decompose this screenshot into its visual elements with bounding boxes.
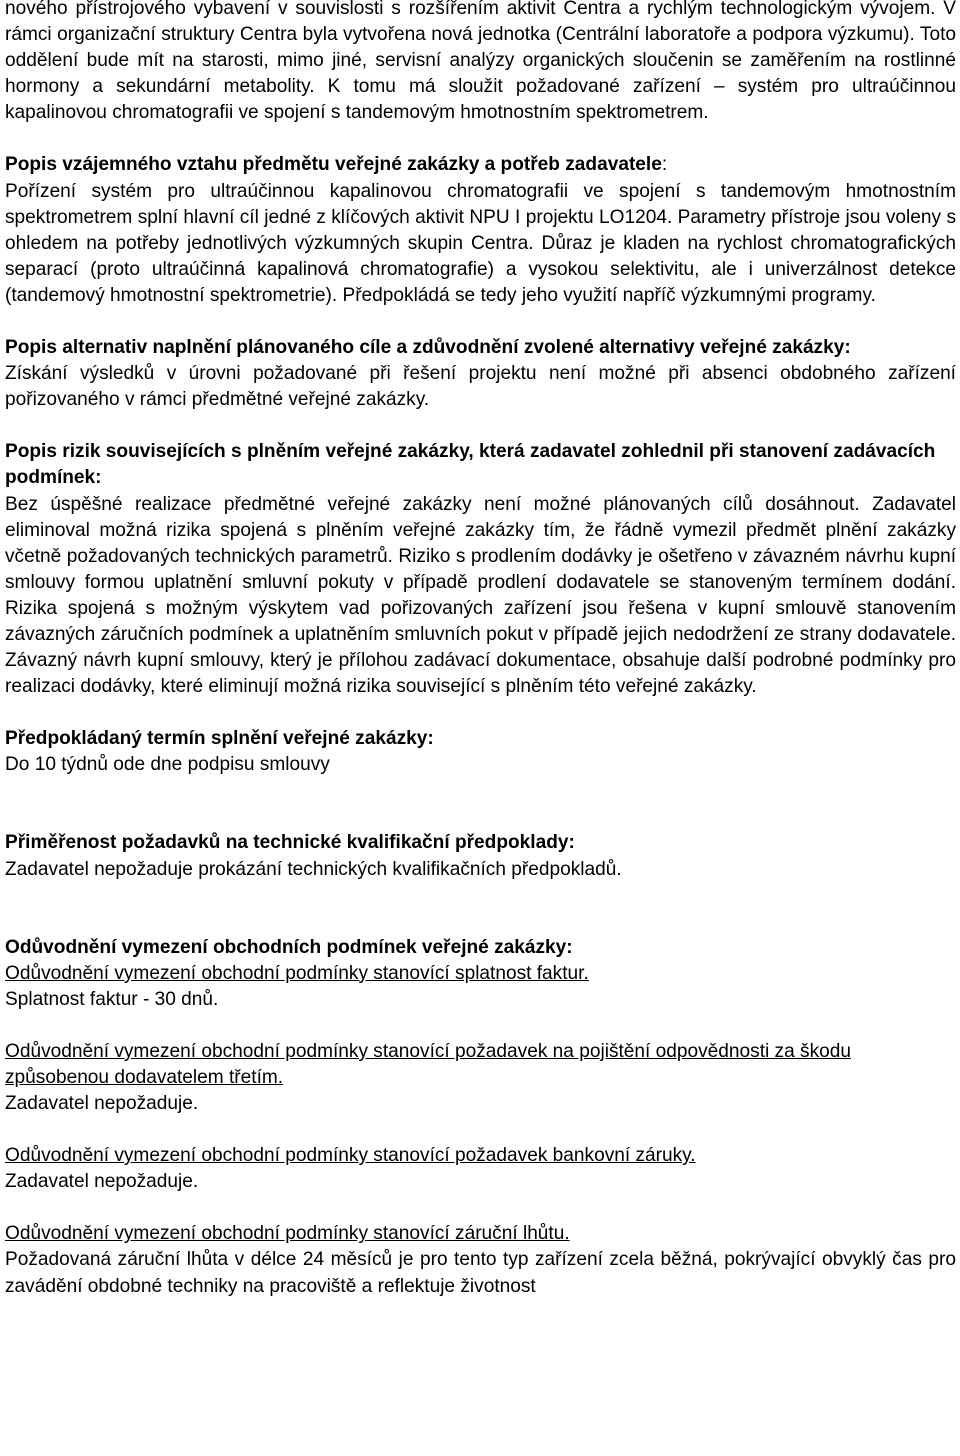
commercial-item-title: Odůvodnění vymezení obchodní podmínky stanovící splatnost faktur. [5, 962, 589, 984]
risks-heading: Popis rizik souvisejících s plněním veřejné zakázky, která zadavatel zohlednil při stanovení zadávacích podmínek: [5, 441, 936, 489]
relation-heading-colon: : [661, 154, 668, 176]
relation-heading: Popis vzájemného vztahu předmětu veřejné zakázky a potřeb zadavatele [5, 154, 662, 176]
commercial-item-title: Odůvodnění vymezení obchodní podmínky stanovící požadavek bankovní záruky. [5, 1145, 696, 1167]
term-text: Do 10 týdnů ode dne podpisu smlouvy [5, 754, 330, 776]
commercial-item-text: Zadavatel nepožaduje. [5, 1093, 199, 1115]
qualification-heading: Přiměřenost požadavků na technické kvalifikační předpoklady: [5, 832, 575, 854]
relation-text: Pořízení systém pro ultraúčinnou kapalinovou chromatografii ve spojení s tandemovým hmotnostním spektrometrem splní hlavní cíl jedné z klíčových aktivit NPU I projektu LO1204. Parametry přístroje jsou voleny s ohledem na potřeby jednotlivých výzkumných skupin Centra. Důraz je kladen na rychlost chromatografických separací (proto ultraúčinná kapalinová chromatografie) a vysokou selektivitu, ale i univerzálnost detekce (tandemový hmotnostní spektrometrie). Předpokládá se tedy jeho využití napříč výzkumnými programy. [5, 180, 956, 306]
commercial-item-title: Odůvodnění vymezení obchodní podmínky stanovící požadavek na pojištění odpovědnosti za škodu způsobenou dodavatelem třetím. [5, 1040, 851, 1088]
qualification-text: Zadavatel nepožaduje prokázání technických kvalifikačních předpokladů. [5, 858, 622, 880]
alternatives-text: Získání výsledků v úrovni požadované při řešení projektu není možné při absenci obdobného zařízení pořizovaného v rámci předmětné veřejné zakázky. [5, 363, 956, 411]
risks-text: Bez úspěšné realizace předmětné veřejné zakázky není možné plánovaných cílů dosáhnout. Zadavatel eliminoval možná rizika spojená s plněním veřejné zakázky tím, že řádně vymezil předmět plnění zakázky včetně požadovaných technických parametrů. Riziko s prodlením dodávky je ošetřeno v závazném návrhu kupní smlouvy formou uplatnění smluvní pokuty v případě prodlení dodavatele se stanoveným termínem dodání. Rizika spojená s možným výskytem vad pořizovaných zařízení jsou řešena v kupní smlouvě stanovením závazných záručních podmínek a uplatněním smluvních pokut v případě jejich nedodržení ze strany dodavatele. Závazný návrh kupní smlouvy, který je přílohou zadávací dokumentace, obsahuje další podrobné podmínky pro realizaci dodávky, které eliminují možná rizika související s plněním této veřejné zakázky. [5, 493, 956, 698]
intro-paragraph: nového přístrojového vybavení v souvislosti s rozšířením aktivit Centra a rychlým technologickým vývojem. V rámci organizační struktury Centra byla vytvořena nová jednotka (Centrální laboratoře a podpora výzkumu). Toto oddělení bude mít na starosti, mimo jiné, servisní analýzy organických sloučenin se zaměřením na rostlinné hormony a sekundární metabolity. K tomu má sloužit požadované zařízení – systém pro ultraúčinnou kapalinovou chromatografii ve spojení s tandemovým hmotnostním spektrometrem. [5, 0, 956, 124]
alternatives-heading: Popis alternativ naplnění plánovaného cíle a zdůvodnění zvolené alternativy veřejné zakázky: [5, 337, 851, 359]
commercial-item-text: Splatnost faktur - 30 dnů. [5, 988, 219, 1010]
commercial-heading: Odůvodnění vymezení obchodních podmínek veřejné zakázky: [5, 936, 573, 958]
relation-section [5, 152, 956, 178]
commercial-item-text: Požadovaná záruční lhůta v délce 24 měsíců je pro tento typ zařízení zcela běžná, pokrývající obvyklý čas pro zavádění obdobné techniky na pracoviště a reflektuje životnost [5, 1249, 956, 1297]
document-page [5, 0, 956, 1300]
commercial-item-text: Zadavatel nepožaduje. [5, 1171, 199, 1193]
commercial-item-title: Odůvodnění vymezení obchodní podmínky stanovící záruční lhůtu. [5, 1223, 570, 1245]
term-heading: Předpokládaný termín splnění veřejné zakázky: [5, 728, 434, 750]
